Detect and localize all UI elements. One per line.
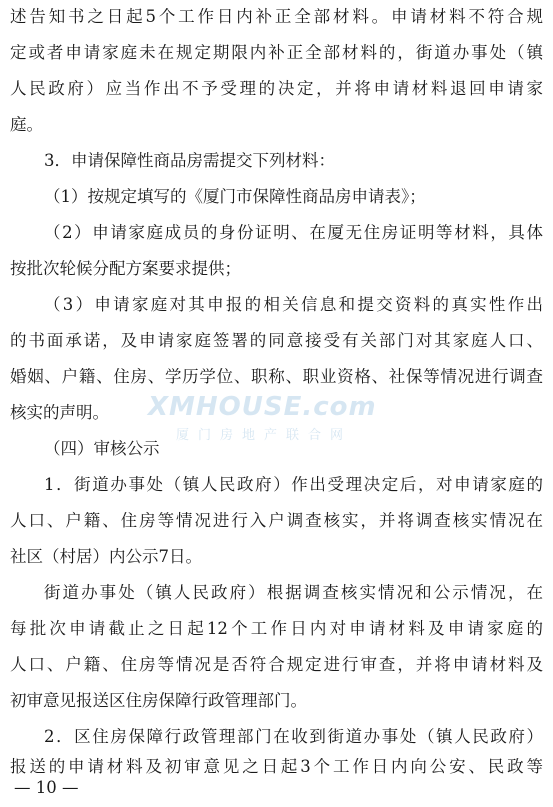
paragraph-line: 初审意见报送区住房保障行政管理部门。 (10, 691, 307, 710)
paragraph-line: 2．区住房保障行政管理部门在收到街道办事处（镇人民政府） (44, 727, 543, 746)
paragraph-line: 报送的申请材料及初审意见之日起3个工作日内向公安、民政等 (10, 757, 543, 776)
watermark-subtitle: 厦门房地产联合网 (176, 428, 353, 443)
paragraph-line: 街道办事处（镇人民政府）根据调查核实情况和公示情况，在 (44, 583, 543, 602)
paragraph-line: （2）申请家庭成员的身份证明、在厦无住房证明等材料，具体 (44, 223, 543, 242)
paragraph-line: 婚姻、户籍、住房、学历学位、职称、职业资格、社保等情况进行调查 (10, 367, 543, 386)
paragraph-line: 核实的声明。 (10, 403, 109, 422)
page-number: — 10 — (14, 778, 79, 797)
section-heading: （四）审核公示 (44, 439, 160, 458)
paragraph-line: 的书面承诺，及申请家庭签署的同意接受有关部门对其家庭人口、 (10, 331, 543, 350)
paragraph-line: 庭。 (10, 115, 43, 134)
section-item-heading: 3．申请保障性商品房需提交下列材料： (44, 151, 335, 170)
paragraph-line: （1）按规定填写的《厦门市保障性商品房申请表》； (44, 187, 426, 206)
paragraph-line: 社区（村居）内公示7日。 (10, 547, 202, 566)
watermark-logo-text: XMHOUSE.com (148, 392, 377, 422)
paragraph-line: 按批次轮候分配方案要求提供； (10, 259, 241, 278)
paragraph-line: 人口、户籍、住房等情况进行入户调查核实，并将调查核实情况在 (10, 511, 543, 530)
paragraph-line: 述告知书之日起5个工作日内补正全部材料。申请材料不符合规 (10, 7, 543, 26)
paragraph-line: 1．街道办事处（镇人民政府）作出受理决定后，对申请家庭的 (44, 475, 543, 494)
paragraph-line: 人口、户籍、住房等情况是否符合规定进行审查，并将申请材料及 (10, 655, 543, 674)
paragraph-line: （3）申请家庭对其申报的相关信息和提交资料的真实性作出 (44, 295, 543, 314)
paragraph-line: 定或者申请家庭未在规定期限内补正全部材料的，街道办事处（镇 (10, 43, 543, 62)
paragraph-line: 每批次申请截止之日起12个工作日内对申请材料及申请家庭的 (10, 619, 543, 638)
paragraph-line: 人民政府）应当作出不予受理的决定，并将申请材料退回申请家 (10, 79, 543, 98)
